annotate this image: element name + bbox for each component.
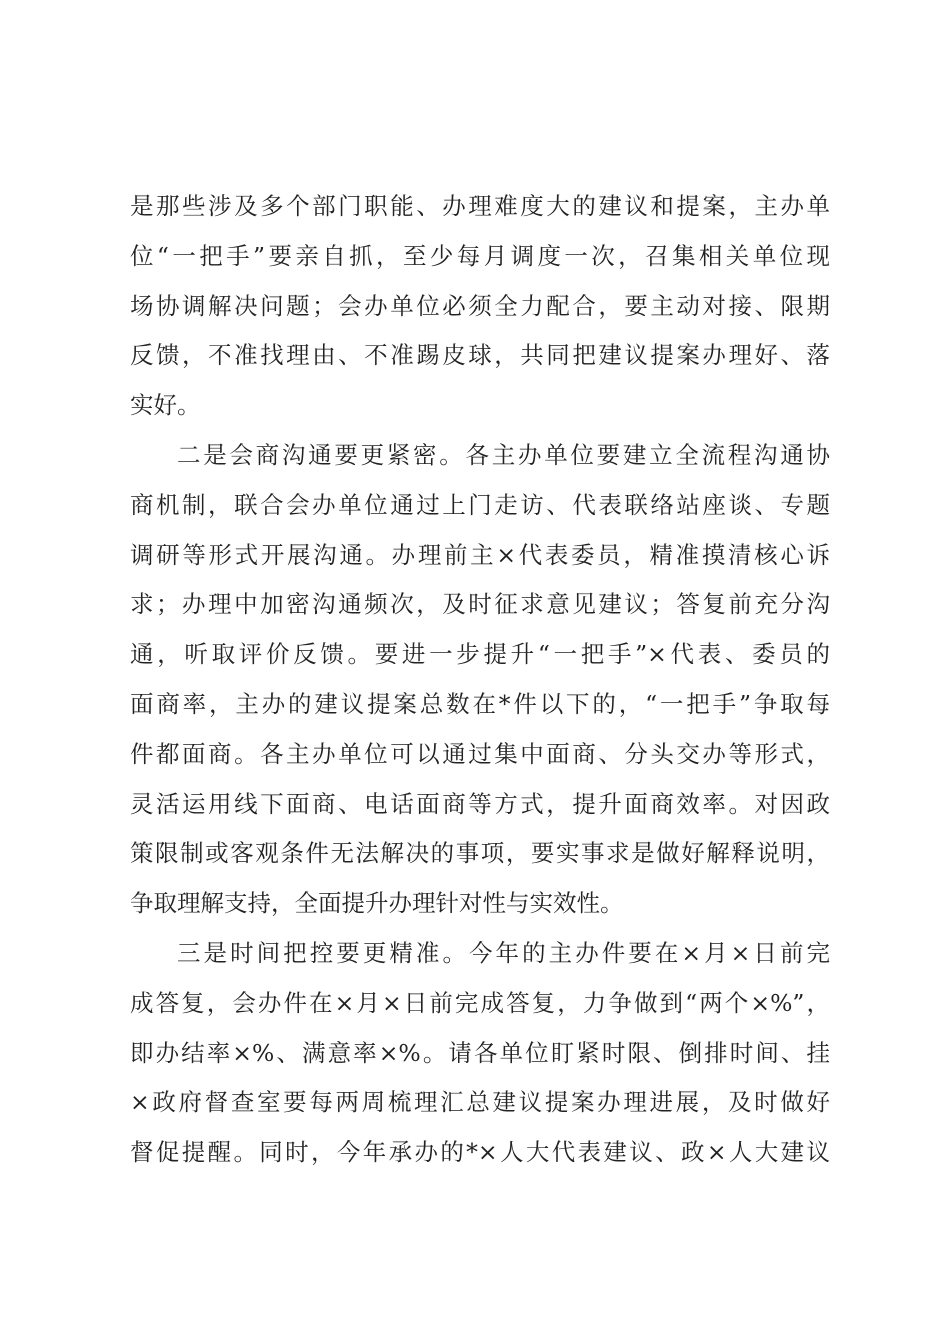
text-line: 即办结率×%、满意率×%。请各单位盯紧时限、倒排时间、挂 xyxy=(130,1038,830,1067)
text-line: 通，听取评价反馈。要进一步提升“一把手”×代表、委员的 xyxy=(130,640,830,669)
text-line: 场协调解决问题；会办单位必须全力配合，要主动对接、限期 xyxy=(130,291,830,320)
text-line: 灵活运用线下面商、电话面商等方式，提升面商效率。对因政 xyxy=(130,789,830,818)
paragraph-start-line: 二是会商沟通要更紧密。各主办单位要建立全流程沟通协 xyxy=(177,440,830,469)
text-line: 督促提醒。同时，今年承办的*×人大代表建议、政×人大建议 xyxy=(130,1138,830,1167)
document-body xyxy=(130,182,830,1178)
text-line: 求；办理中加密沟通频次，及时征求意见建议；答复前充分沟 xyxy=(130,590,830,619)
text-line: 策限制或客观条件无法解决的事项，要实事求是做好解释说明， xyxy=(130,839,830,868)
text-line: 实好。 xyxy=(130,391,201,420)
text-line: 商机制，联合会办单位通过上门走访、代表联络站座谈、专题 xyxy=(130,490,830,519)
text-line: 争取理解支持，全面提升办理针对性与实效性。 xyxy=(130,889,624,918)
paragraph-start-line: 三是时间把控要更精准。今年的主办件要在×月×日前完 xyxy=(177,938,830,967)
text-line: 是那些涉及多个部门职能、办理难度大的建议和提案，主办单 xyxy=(130,192,830,220)
text-line: 面商率，主办的建议提案总数在*件以下的，“一把手”争取每 xyxy=(130,689,830,718)
text-line: 位“一把手”要亲自抓，至少每月调度一次，召集相关单位现 xyxy=(130,241,830,270)
text-line: 调研等形式开展沟通。办理前主×代表委员，精准摸清核心诉 xyxy=(130,540,830,569)
text-line: ×政府督查室要每两周梳理汇总建议提案办理进展，及时做好 xyxy=(130,1088,830,1117)
text-line: 件都面商。各主办单位可以通过集中面商、分头交办等形式， xyxy=(130,739,830,768)
text-line: 反馈，不准找理由、不准踢皮球，共同把建议提案办理好、落 xyxy=(130,341,830,370)
text-line: 成答复，会办件在×月×日前完成答复，力争做到“两个×%”， xyxy=(130,988,830,1017)
